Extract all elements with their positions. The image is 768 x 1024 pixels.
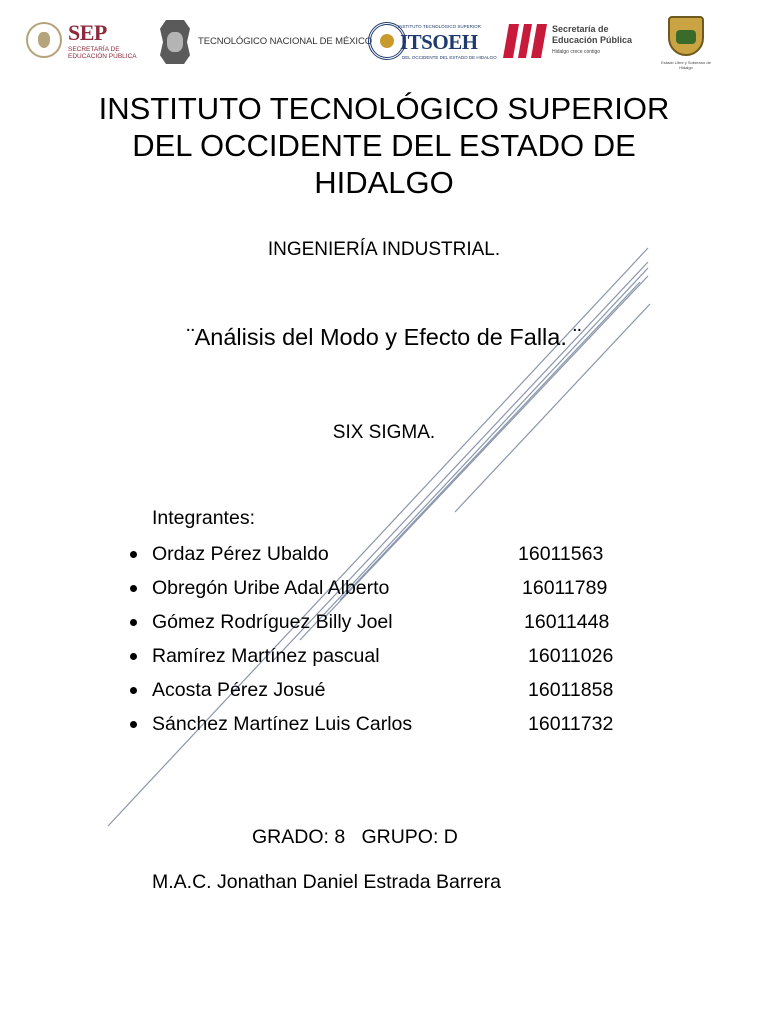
member-item [110,571,670,605]
project-title: ¨Análisis del Modo y Efecto de Falla. ¨ [186,324,582,350]
member-item [110,537,670,571]
bullet-icon [130,585,137,592]
member-item [110,605,670,639]
shield-caption: Estado Libre y Soberano de Hidalgo [661,60,711,70]
itsoeh-top-text: INSTITUTO TECNOLÓGICO SUPERIOR [398,24,481,29]
member-item [110,639,670,673]
course-name: SIX SIGMA. [332,422,436,443]
bullet-icon [130,653,137,660]
bullet-icon [130,551,137,558]
hidalgo-sep-slogan: Hidalgo crece contigo [552,49,601,55]
member-id: 16011563 [518,543,604,565]
member-id: 16011789 [522,577,608,599]
bullet-icon [130,687,137,694]
teacher-name: M.A.C. Jonathan Daniel Estrada Barrera [152,871,502,893]
hidalgo-sep-title: Secretaría de Educación Pública [552,24,633,45]
member-name: Gómez Rodríguez Billy Joel [152,611,393,633]
member-name: Ramírez Martínez pascual [152,645,380,667]
institution-title: INSTITUTO TECNOLÓGICO SUPERIOR DEL OCCIDENTE DEL ESTADO DE HIDALGO [98,91,670,200]
member-item [110,707,670,741]
member-item [110,673,670,707]
member-name: Ordaz Pérez Ubaldo [152,543,329,565]
member-name: Obregón Uribe Adal Alberto [152,577,390,599]
itsoeh-wordmark: ITSOEH [400,30,478,54]
bullet-icon [130,721,137,728]
member-id: 16011732 [528,713,614,735]
career-name: INGENIERÍA INDUSTRIAL. [267,239,501,260]
members-list [110,537,670,741]
itsoeh-bottom-text: DEL OCCIDENTE DEL ESTADO DE HIDALGO [402,55,497,60]
member-id: 16011448 [524,611,610,633]
tecnm-name: TECNOLÓGICO NACIONAL DE MÉXICO [198,36,373,47]
member-name: Sánchez Martínez Luis Carlos [152,713,413,735]
bullet-icon [130,619,137,626]
sep-subtitle: SECRETARÍA DE EDUCACIÓN PÚBLICA [68,46,137,60]
member-id: 16011858 [528,679,614,701]
members-heading: Integrantes: [152,507,255,529]
member-id: 16011026 [528,645,614,667]
sep-wordmark: SEP [68,20,107,45]
member-name: Acosta Pérez Josué [152,679,326,701]
grade-group: GRADO: 8 GRUPO: D [252,826,458,848]
